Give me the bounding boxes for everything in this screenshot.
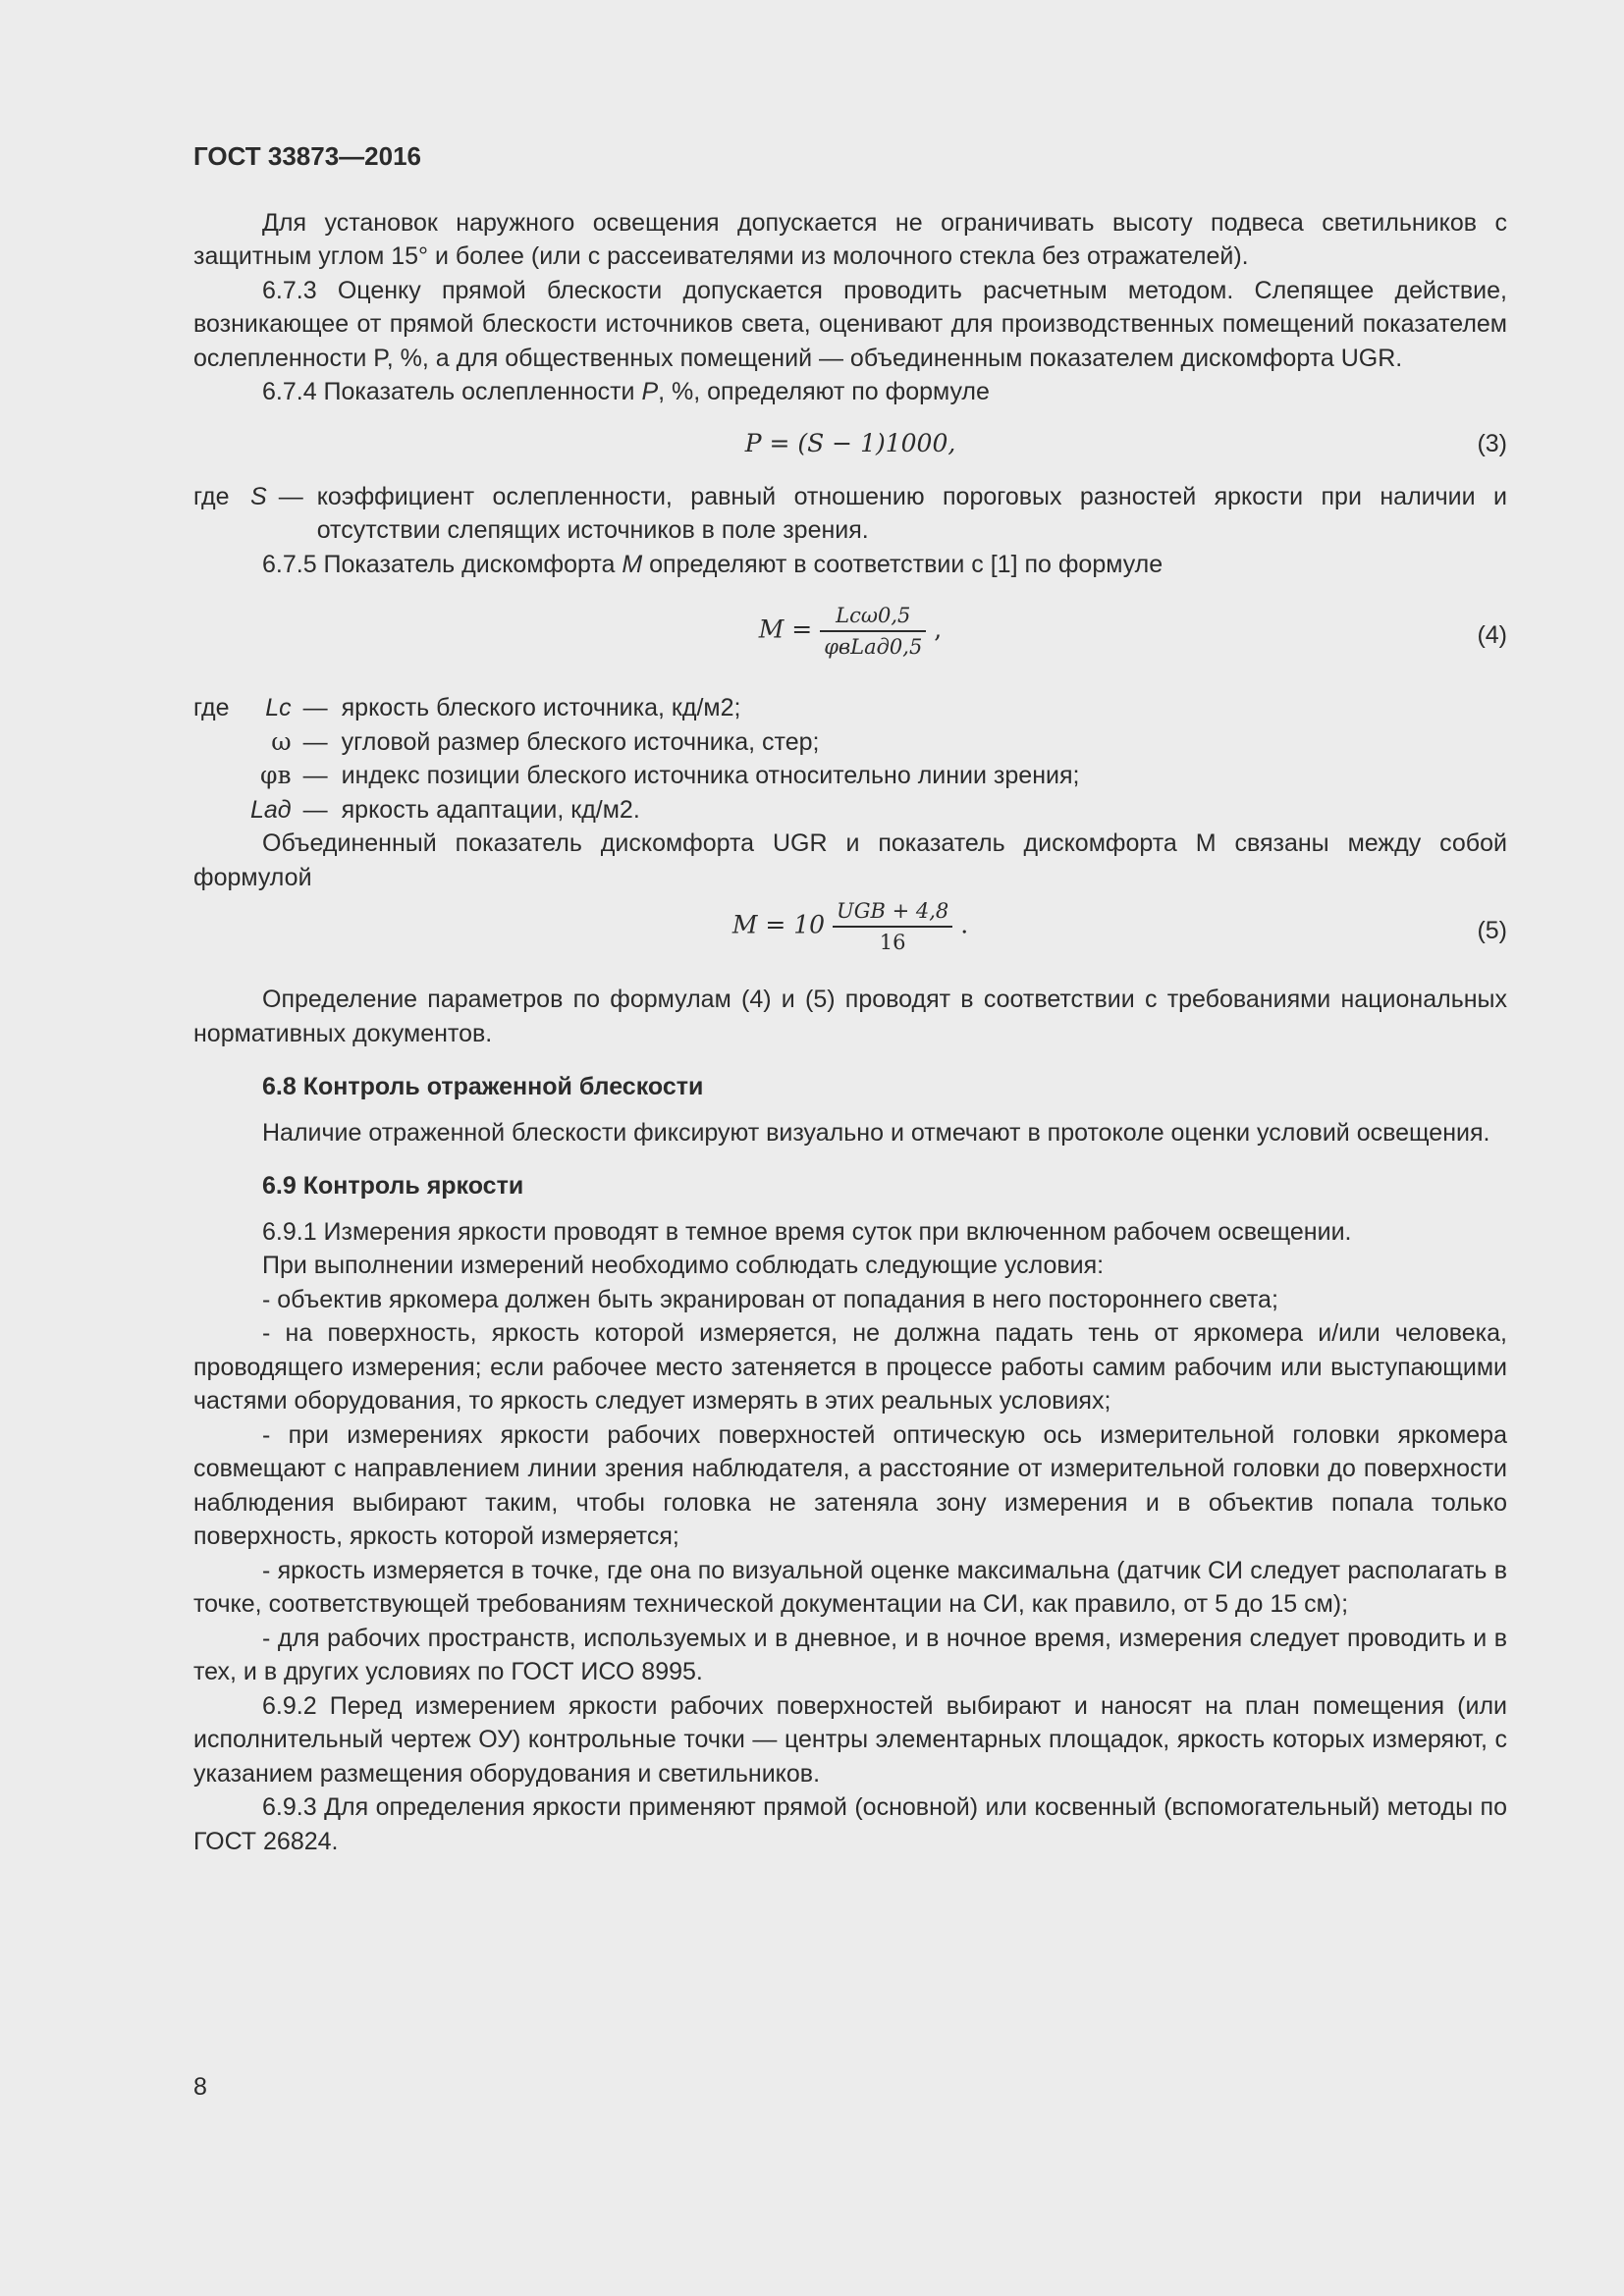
formula-4-legend bbox=[193, 691, 1079, 827]
legend-text-lad: яркость адаптации, кд/м2. bbox=[341, 795, 640, 824]
formula-4-number: (4) bbox=[1477, 621, 1507, 649]
list-item: - для рабочих пространств, используемых и в дневное, и в ночное время, измерения следует проводить и в тех, и в других условиях по ГОСТ ИСО 8995. bbox=[193, 1624, 1507, 1685]
legend-dash: — bbox=[302, 727, 328, 756]
list-item: - на поверхность, яркость которой измеряется, не должна падать тень от яркомера и/или человека, проводящего измерения; если рабочее место затеняется в процессе работы самим рабочим или выступающими частями оборудования, то яркость следует измерять в этих реальных условиях; bbox=[193, 1319, 1507, 1415]
section-6-8-title: 6.8 Контроль отраженной блескости bbox=[262, 1073, 704, 1100]
paragraph-6-7-5-start: 6.7.5 Показатель дискомфорта bbox=[262, 550, 623, 578]
paragraph-6-7-5 bbox=[193, 548, 1507, 582]
variable-p: P bbox=[641, 378, 659, 405]
legend-symbol-lc: Lc bbox=[265, 694, 292, 721]
paragraph-6-9-1: 6.9.1 Измерения яркости проводят в темное время суток при включенном рабочем освещении. bbox=[262, 1217, 1352, 1246]
legend-dash: — bbox=[302, 694, 328, 721]
formula-4 bbox=[193, 589, 1507, 683]
section-6-8-text: Наличие отраженной блескости фиксируют визуально и отмечают в протоколе оценки условий освещения. bbox=[262, 1118, 1490, 1147]
legend-text-s: коэффициент ослепленности, равный отношению пороговых разностей яркости при наличии и отсутствии слепящих источников в поле зрения. bbox=[316, 482, 1507, 544]
list-item: - объектив яркомера должен быть экранирован от попадания в него постороннего света; bbox=[262, 1285, 1278, 1313]
paragraph-ugr-relation: Объединенный показатель дискомфорта UGR и показатель дискомфорта M связаны между собой формулой bbox=[193, 829, 1507, 891]
page-content bbox=[193, 139, 1507, 1858]
paragraph-parameters-definition: Определение параметров по формулам (4) и (5) проводят в соответствии с требованиями национальных нормативных документов. bbox=[193, 986, 1507, 1047]
legend-symbol-phi: φв bbox=[260, 761, 292, 789]
page-number: 8 bbox=[193, 2073, 207, 2101]
formula-5-denominator: 16 bbox=[879, 931, 906, 954]
paragraph-6-9-3: 6.9.3 Для определения яркости применяют прямой (основной) или косвенный (вспомогательный) методы по ГОСТ 26824. bbox=[193, 1793, 1507, 1855]
formula-5-number: (5) bbox=[1477, 917, 1507, 944]
document-header: ГОСТ 33873—2016 bbox=[193, 141, 421, 171]
formula-4-denominator: φвLад0,5 bbox=[824, 635, 923, 659]
list-item: - при измерениях яркости рабочих поверхностей оптическую ось измерительной головки яркомера совмещают с направлением линии зрения наблюдателя, а расстояние от измерительной головки до поверхности наблюдения выбирают таким, чтобы головка не затеняла зону измерения и в объектив попала только поверхность, яркость которой измеряется; bbox=[193, 1420, 1507, 1550]
formula-4-numerator: Lcω0,5 bbox=[820, 603, 926, 632]
formula-5-lhs: M = 10 bbox=[731, 910, 826, 939]
legend-dash: — bbox=[302, 762, 328, 789]
legend-text-phi: индекс позиции блеского источника относительно линии зрения; bbox=[341, 762, 1080, 789]
section-6-9-title: 6.9 Контроль яркости bbox=[262, 1172, 524, 1200]
legend-text-lc: яркость блеского источника, кд/м2; bbox=[341, 694, 741, 721]
paragraph-outdoor-lighting: Для установок наружного освещения допускается не ограничивать высоту подвеса светильников с защитным углом 15° и более (или с рассеивателями из молочного стекла без отражателей). bbox=[193, 208, 1507, 270]
paragraph-6-7-5-end: определяют в соответствии с [1] по формуле bbox=[642, 550, 1164, 578]
paragraph-6-7-3: 6.7.3 Оценку прямой блескости допускается проводить расчетным методом. Слепящее действие, возникающее от прямой блескости источников света, оценивают для производственных помещений показателем ослепленности P, %, а для общественных помещений — объединенным показателем дискомфорта UGR. bbox=[193, 276, 1507, 372]
paragraph-6-7-4-start: 6.7.4 Показатель ослепленности bbox=[262, 378, 642, 405]
legend-text-omega: угловой размер блеского источника, стер; bbox=[341, 727, 820, 756]
formula-3 bbox=[193, 417, 1507, 472]
formula-4-lhs: M = bbox=[758, 614, 813, 644]
legend-symbol-s: S bbox=[250, 482, 267, 510]
legend-dash: — bbox=[302, 795, 328, 824]
formula-5-numerator: UGB + 4,8 bbox=[833, 898, 952, 928]
formula-5 bbox=[193, 894, 1507, 969]
formula-3-number: (3) bbox=[1477, 429, 1507, 457]
formula-3-legend bbox=[193, 480, 1507, 548]
formula-4-tail: , bbox=[934, 614, 943, 644]
paragraph-6-7-4 bbox=[193, 375, 1507, 409]
formula-4-fraction bbox=[820, 603, 926, 660]
legend-symbol-lad: Lад bbox=[250, 795, 292, 824]
formula-3-expression: P = (S − 1)1000, bbox=[744, 428, 956, 457]
paragraph-6-7-4-end: , %, определяют по формуле bbox=[658, 378, 990, 405]
variable-m: M bbox=[622, 550, 643, 578]
where-label: где bbox=[193, 482, 230, 510]
where-label: где bbox=[193, 694, 230, 721]
formula-5-tail: . bbox=[960, 910, 969, 939]
legend-symbol-omega: ω bbox=[271, 726, 292, 756]
paragraph-6-9-2: 6.9.2 Перед измерением яркости рабочих поверхностей выбирают и наносят на план помещения (или исполнительный чертеж ОУ) контрольные точки — центры элементарных площадок, яркость которых измеряют, с указанием размещения оборудования и светильников. bbox=[193, 1691, 1507, 1788]
list-item: - яркость измеряется в точке, где она по визуальной оценке максимальна (датчик СИ следует располагать в точке, соответствующей требованиям технической документации на СИ, как правило, от 5 до 15 см); bbox=[193, 1556, 1507, 1618]
formula-5-fraction bbox=[833, 898, 952, 955]
paragraph-conditions: При выполнении измерений необходимо соблюдать следующие условия: bbox=[262, 1252, 1105, 1279]
legend-dash: — bbox=[278, 482, 303, 510]
